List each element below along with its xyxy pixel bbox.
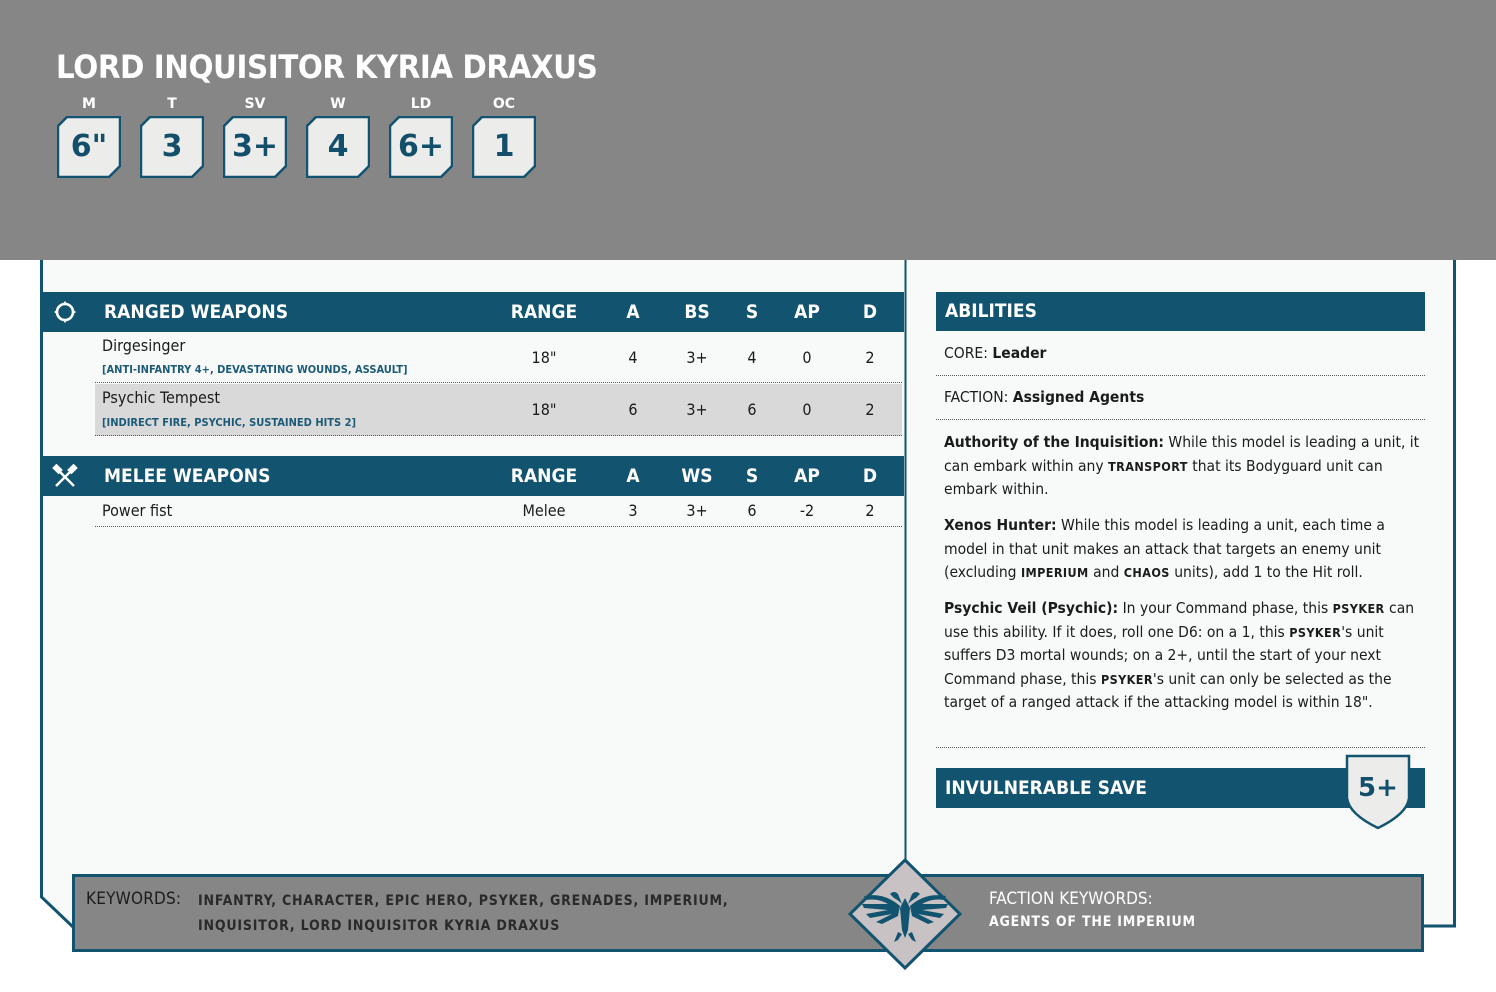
keyword-psyker: PSYKER xyxy=(1289,624,1342,640)
section-title: ABILITIES xyxy=(945,300,1037,322)
stat-m xyxy=(57,94,121,178)
ability-faction-value: Assigned Agents xyxy=(1012,388,1145,406)
weapon-name: Power fist xyxy=(102,501,173,520)
col-s: S xyxy=(745,301,759,323)
stat-box xyxy=(140,116,204,178)
col-ap: AP xyxy=(794,465,820,487)
stat-label: M xyxy=(82,96,96,112)
col-range: RANGE xyxy=(510,301,578,323)
ability-authority-of-the-inquisition xyxy=(944,431,1425,502)
keyword-psyker: PSYKER xyxy=(1332,601,1385,616)
weapon-name: Psychic Tempest xyxy=(102,388,221,407)
col-bs: BS xyxy=(684,301,710,323)
keyword-chaos: CHAOS xyxy=(1123,565,1170,580)
ability-faction xyxy=(944,386,1425,410)
weapon-d: 2 xyxy=(865,400,875,419)
keywords-list xyxy=(198,889,838,939)
keywords-line-1: INFANTRY, CHARACTER, EPIC HERO, PSYKER, GRENADES, IMPERIUM, xyxy=(198,893,729,909)
divider xyxy=(936,375,1425,376)
divider xyxy=(936,419,1425,420)
abilities-header xyxy=(936,292,1425,331)
weapon-range: Melee xyxy=(522,501,566,520)
weapon-ap: 0 xyxy=(802,400,812,419)
stat-value: 3 xyxy=(161,129,183,164)
melee-weapons-header xyxy=(42,456,904,496)
col-a: A xyxy=(626,301,640,323)
weapon-name: Dirgesinger xyxy=(102,336,186,355)
ability-psychic-veil xyxy=(944,597,1425,715)
stat-box xyxy=(472,116,536,178)
weapon-row xyxy=(95,331,902,383)
ability-core-label: CORE: xyxy=(944,344,988,362)
weapon-row xyxy=(95,384,902,436)
ability-text: In your Command phase, this xyxy=(1118,599,1333,617)
ability-name: Authority of the Inquisition: xyxy=(944,433,1164,451)
ability-core-value: Leader xyxy=(992,344,1047,362)
weapon-s: 6 xyxy=(747,501,757,520)
weapon-row xyxy=(95,496,902,527)
stat-value: 1 xyxy=(493,129,515,164)
weapon-range: 18" xyxy=(531,348,557,367)
stat-label: W xyxy=(330,96,346,112)
col-s: S xyxy=(745,465,759,487)
stat-t xyxy=(140,94,204,178)
divider xyxy=(936,747,1425,748)
stat-box xyxy=(223,116,287,178)
faction-keywords-label: FACTION KEYWORDS: xyxy=(989,889,1153,909)
stat-box xyxy=(57,116,121,178)
crosshair-icon xyxy=(52,300,78,324)
ranged-weapons-header xyxy=(42,292,904,332)
stat-label: LD xyxy=(410,96,432,112)
ability-text: While this model is leading a unit, each time a model in that unit makes an attack that targets an enemy unit (excluding xyxy=(944,516,1385,581)
stat-label: OC xyxy=(492,96,516,112)
section-title: MELEE WEAPONS xyxy=(104,465,271,487)
invulnerable-save-title: INVULNERABLE SAVE xyxy=(945,777,1147,799)
ability-text: units), add 1 to the Hit roll. xyxy=(1169,563,1363,581)
weapon-ap: 0 xyxy=(802,348,812,367)
weapon-ap: -2 xyxy=(799,501,815,520)
stat-ld xyxy=(389,94,453,178)
stat-value: 4 xyxy=(327,129,349,164)
ability-text: 's unit suffers D3 mortal wounds; on a 2+, until the start of your next Command phase, this xyxy=(944,622,1384,688)
col-a: A xyxy=(626,465,640,487)
ability-text: that its Bodyguard unit can embark within. xyxy=(944,456,1383,498)
weapon-a: 6 xyxy=(628,400,638,419)
ability-xenos-hunter xyxy=(944,514,1425,585)
col-d: D xyxy=(862,465,878,487)
col-d: D xyxy=(862,301,878,323)
ability-text: While this model is leading a unit, it can embark within any xyxy=(944,433,1420,475)
stat-value: 6+ xyxy=(397,129,444,164)
weapon-d: 2 xyxy=(865,348,875,367)
stat-oc xyxy=(472,94,536,178)
faction-keywords-value: AGENTS OF THE IMPERIUM xyxy=(989,914,1196,930)
weapon-range: 18" xyxy=(531,400,557,419)
col-ws: WS xyxy=(681,465,713,487)
stat-value: 3+ xyxy=(231,129,278,164)
keywords-label: KEYWORDS: xyxy=(86,889,182,909)
weapon-d: 2 xyxy=(865,501,875,520)
keyword-imperium: IMPERIUM xyxy=(1020,565,1089,580)
ability-name: Psychic Veil (Psychic): xyxy=(944,599,1119,617)
section-title: RANGED WEAPONS xyxy=(104,301,289,323)
keywords-line-2: INQUISITOR, LORD INQUISITOR KYRIA DRAXUS xyxy=(198,918,561,934)
ability-text: 's unit can only be selected as the target of a ranged attack if the attacking model is within 18". xyxy=(944,669,1392,711)
weapon-a: 3 xyxy=(628,501,638,520)
weapon-s: 6 xyxy=(747,400,757,419)
weapon-ws: 3+ xyxy=(686,501,708,520)
stat-box xyxy=(306,116,370,178)
weapon-keywords: [ANTI-INFANTRY 4+, DEVASTATING WOUNDS, ASSAULT] xyxy=(102,363,408,376)
weapon-a: 4 xyxy=(628,348,638,367)
ability-name: Xenos Hunter: xyxy=(944,516,1057,534)
stat-label: T xyxy=(167,96,177,112)
crossed-hammers-icon xyxy=(52,464,78,488)
stat-label: SV xyxy=(244,96,266,112)
keyword-transport: TRANSPORT xyxy=(1108,458,1188,474)
weapon-keywords: [INDIRECT FIRE, PSYCHIC, SUSTAINED HITS 2] xyxy=(102,416,357,429)
stat-value: 6" xyxy=(70,129,108,164)
keyword-psyker: PSYKER xyxy=(1100,671,1153,687)
weapon-bs: 3+ xyxy=(686,348,708,367)
ability-text: and xyxy=(1088,563,1124,581)
stat-box xyxy=(389,116,453,178)
col-range: RANGE xyxy=(510,465,578,487)
invulnerable-save-value: 5+ xyxy=(1358,773,1398,803)
ability-faction-label: FACTION: xyxy=(944,388,1009,406)
weapon-bs: 3+ xyxy=(686,400,708,419)
imperial-aquila-icon xyxy=(848,858,962,970)
col-ap: AP xyxy=(794,301,820,323)
weapon-s: 4 xyxy=(747,348,757,367)
stat-w xyxy=(306,94,370,178)
stat-sv xyxy=(223,94,287,178)
ability-core xyxy=(944,342,1425,366)
ability-text: can use this ability. If it does, roll one D6: on a 1, this xyxy=(944,599,1415,641)
unit-name: LORD INQUISITOR KYRIA DRAXUS xyxy=(56,48,598,86)
